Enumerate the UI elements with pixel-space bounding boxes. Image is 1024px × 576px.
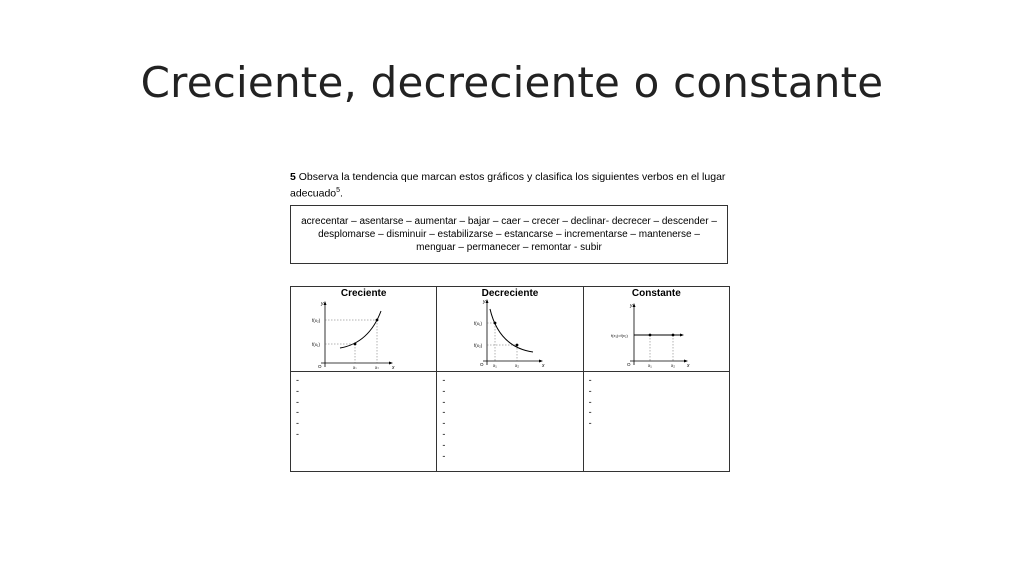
decreasing-curve <box>490 309 533 352</box>
verb-list-line: menguar – permanecer – remontar - subir <box>416 242 602 253</box>
f-x1-label: f(x₁) <box>312 342 321 347</box>
list-item: - <box>296 396 299 407</box>
y-axis-arrow <box>632 303 635 307</box>
answer-row <box>291 372 730 472</box>
list-item: - <box>442 428 446 439</box>
x2-label: x₂ <box>515 363 520 368</box>
y-axis-label: y <box>629 303 633 309</box>
x1-label: x₁ <box>647 363 652 368</box>
constant-line-arrow <box>680 334 684 337</box>
answer-list-decreciente <box>437 372 583 472</box>
x2-label: x₂ <box>670 363 675 368</box>
list-item: - <box>296 418 299 429</box>
list-item: - <box>588 418 592 429</box>
point-x1 <box>494 322 497 325</box>
x-axis-label: x <box>392 365 395 369</box>
list-item: - <box>442 418 446 429</box>
list-item: - <box>442 396 446 407</box>
exercise-instruction: 5 Observa la tendencia que marcan estos gráficos y clasifica los siguientes verbos en el lugar adecuado$^5$. <box>290 171 726 200</box>
list-item: - <box>296 375 299 385</box>
column-decreciente <box>437 287 583 372</box>
constant-graph <box>584 299 730 369</box>
list-item: - <box>442 407 446 418</box>
column-creciente <box>291 287 437 372</box>
answer-list-constante <box>583 372 729 472</box>
list-item: - <box>442 450 446 461</box>
point-x2 <box>376 319 379 322</box>
y-axis-label: y <box>321 301 324 307</box>
list-item: - <box>442 385 446 396</box>
origin-label: O <box>318 364 322 369</box>
verb-list-box <box>290 205 728 264</box>
increasing-curve <box>340 311 381 348</box>
decreasing-graph <box>437 299 583 369</box>
verb-list-line: desplomarse – disminuir – estabilizarse – estancarse – incrementarse – mantenerse – <box>318 229 700 240</box>
list-item: - <box>296 385 299 396</box>
list-item: - <box>296 407 299 418</box>
point-x2 <box>671 334 674 337</box>
list-item: - <box>442 439 446 450</box>
column-label: Decreciente <box>481 288 539 299</box>
x-axis-label: x <box>542 363 545 369</box>
point-x1 <box>648 334 651 337</box>
increasing-graph <box>291 299 437 369</box>
point-x2 <box>516 344 519 347</box>
column-label: Constante <box>631 288 681 299</box>
f-x2-label: f(x₂) <box>474 343 483 348</box>
f-x2-label: f(x₂) <box>312 318 321 323</box>
answer-list-creciente <box>291 372 437 472</box>
list-item: - <box>588 375 592 385</box>
list-item: - <box>588 396 592 407</box>
x1-label: x₁ <box>353 365 357 369</box>
f-x1-equals-f-x2-label: f(x₁)=f(x₂) <box>610 333 628 338</box>
column-label: Creciente <box>340 288 387 299</box>
classification-table <box>290 286 730 472</box>
y-axis-label: y <box>483 299 486 305</box>
y-axis-arrow <box>324 301 327 305</box>
list-item: - <box>296 428 299 439</box>
origin-label: O <box>626 362 631 367</box>
list-item: - <box>588 407 592 418</box>
exercise-number: 5 <box>290 171 296 183</box>
list-item: - <box>442 375 446 385</box>
x2-label: x₂ <box>375 365 379 369</box>
x1-label: x₁ <box>493 363 498 368</box>
list-item: - <box>588 385 592 396</box>
footnote-mark: 5 <box>336 187 341 194</box>
slide-title: Creciente, decreciente o constante <box>140 58 884 107</box>
origin-label: O <box>480 362 484 367</box>
point-x1 <box>354 343 357 346</box>
instruction-text: Observa la tendencia que marcan estos gráficos y clasifica los siguientes verbos en el lugar adecuado <box>290 171 726 200</box>
header-row <box>291 287 730 372</box>
x-axis-label: x <box>686 363 690 369</box>
column-constante <box>583 287 729 372</box>
f-x1-label: f(x₁) <box>474 321 483 326</box>
y-axis-arrow <box>486 299 489 303</box>
verb-list-line: acrecentar – asentarse – aumentar – bajar – caer – crecer – declinar- decrecer – descender – <box>301 216 717 227</box>
